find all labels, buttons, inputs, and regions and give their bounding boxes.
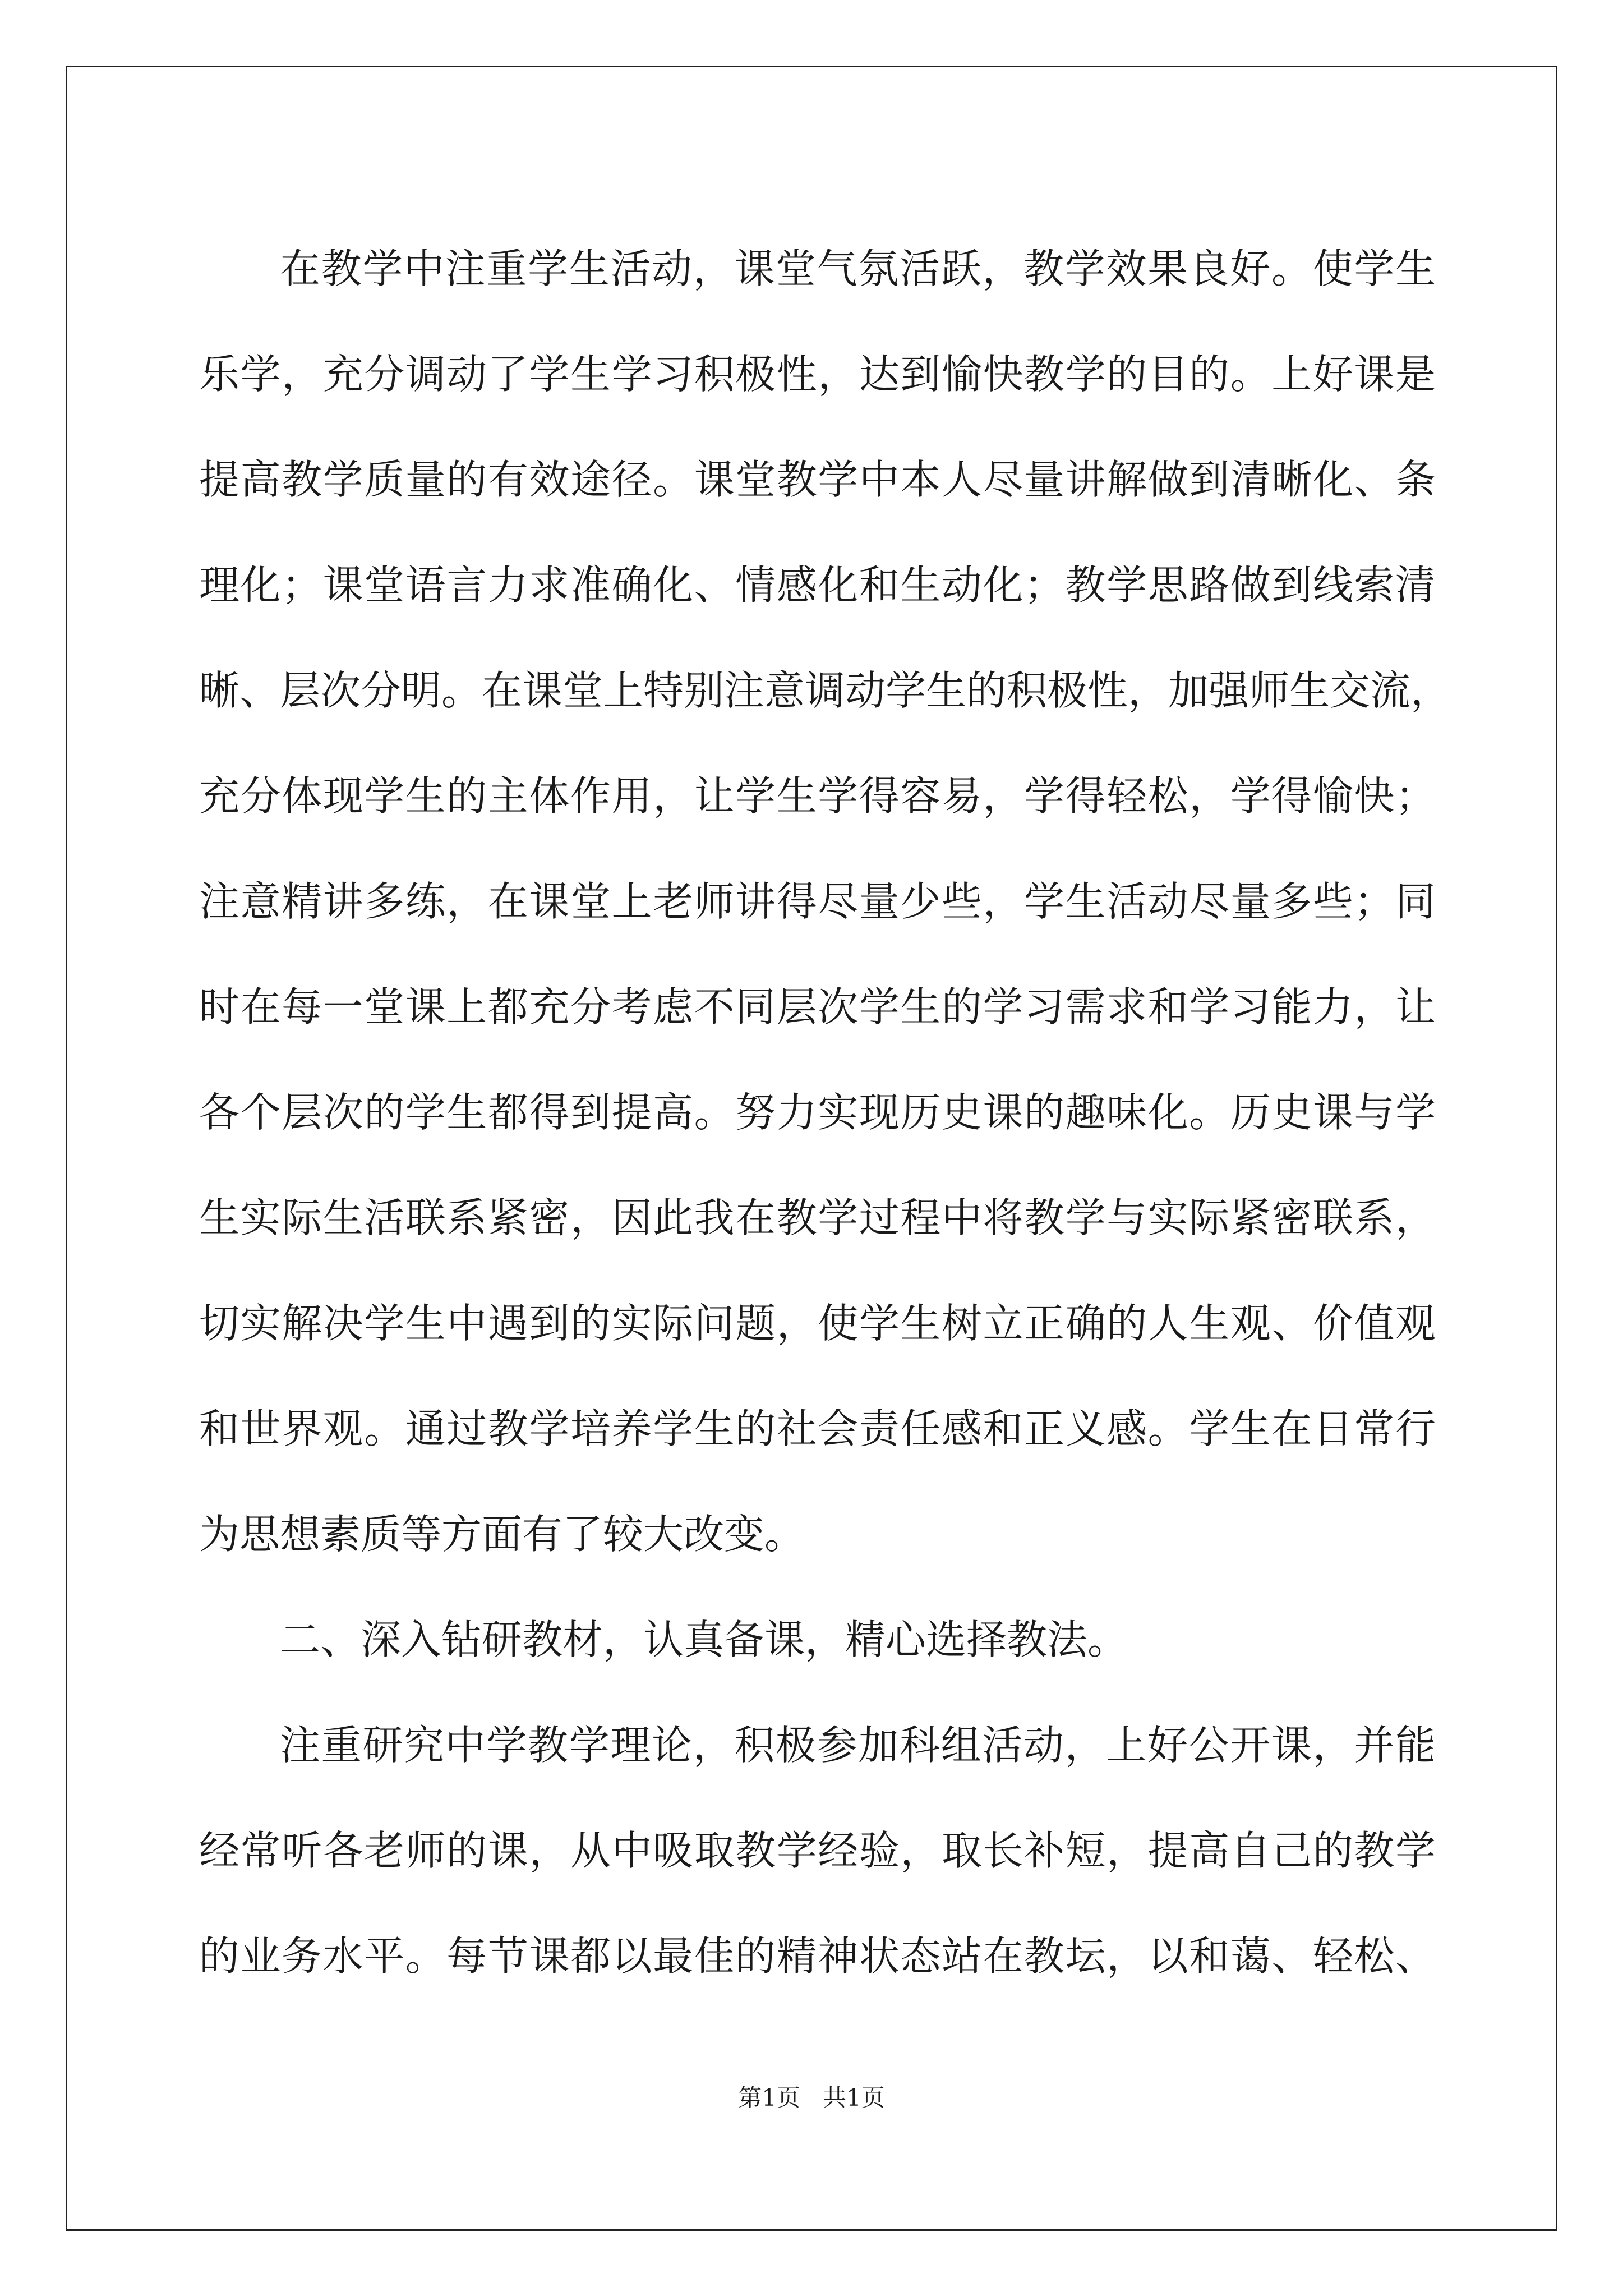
page-footer — [0, 2081, 1623, 2115]
paragraph-line: 经常听各老师的课，从中吸取教学经验，取长补短，提高自己的教学 — [199, 1827, 1436, 1874]
paragraph-line: 切实解决学生中遇到的实际问题，使学生树立正确的人生观、价值观 — [199, 1300, 1436, 1347]
page-total: 共1页 — [823, 2084, 885, 2111]
paragraph-line: 为思想素质等方面有了较大改变。 — [199, 1511, 805, 1558]
paragraph-line: 乐学，充分调动了学生学习积极性，达到愉快教学的目的。上好课是 — [199, 351, 1436, 398]
paragraph-line: 的业务水平。每节课都以最佳的精神状态站在教坛，以和蔼、轻松、 — [199, 1932, 1436, 1980]
paragraph-line: 注意精讲多练，在课堂上老师讲得尽量少些，学生活动尽量多些；同 — [199, 878, 1436, 925]
paragraph-line: 注重研究中学教学理论，积极参加科组活动，上好公开课，并能 — [280, 1722, 1436, 1769]
paragraph-line: 各个层次的学生都得到提高。努力实现历史课的趣味化。历史课与学 — [199, 1089, 1436, 1136]
paragraph-line: 在教学中注重学生活动，课堂气氛活跃，教学效果良好。使学生 — [280, 245, 1436, 292]
paragraph-line: 充分体现学生的主体作用，让学生学得容易，学得轻松，学得愉快； — [199, 772, 1436, 820]
section-heading: 二、深入钻研教材，认真备课，精心选择教法。 — [280, 1616, 1128, 1663]
paragraph-line: 晰、层次分明。在课堂上特别注意调动学生的积极性，加强师生交流， — [199, 667, 1451, 714]
paragraph-line: 和世界观。通过教学培养学生的社会责任感和正义感。学生在日常行 — [199, 1405, 1436, 1452]
document-body — [199, 216, 1451, 2009]
paragraph-line: 提高教学质量的有效途径。课堂教学中本人尽量讲解做到清晰化、条 — [199, 456, 1436, 503]
page-number: 第1页 — [738, 2084, 800, 2111]
paragraph-line: 生实际生活联系紧密，因此我在教学过程中将教学与实际紧密联系， — [199, 1194, 1436, 1241]
paragraph-line: 理化；课堂语言力求准确化、情感化和生动化；教学思路做到线索清 — [199, 562, 1436, 609]
paragraph-line: 时在每一堂课上都充分考虑不同层次学生的学习需求和学习能力，让 — [199, 983, 1436, 1030]
